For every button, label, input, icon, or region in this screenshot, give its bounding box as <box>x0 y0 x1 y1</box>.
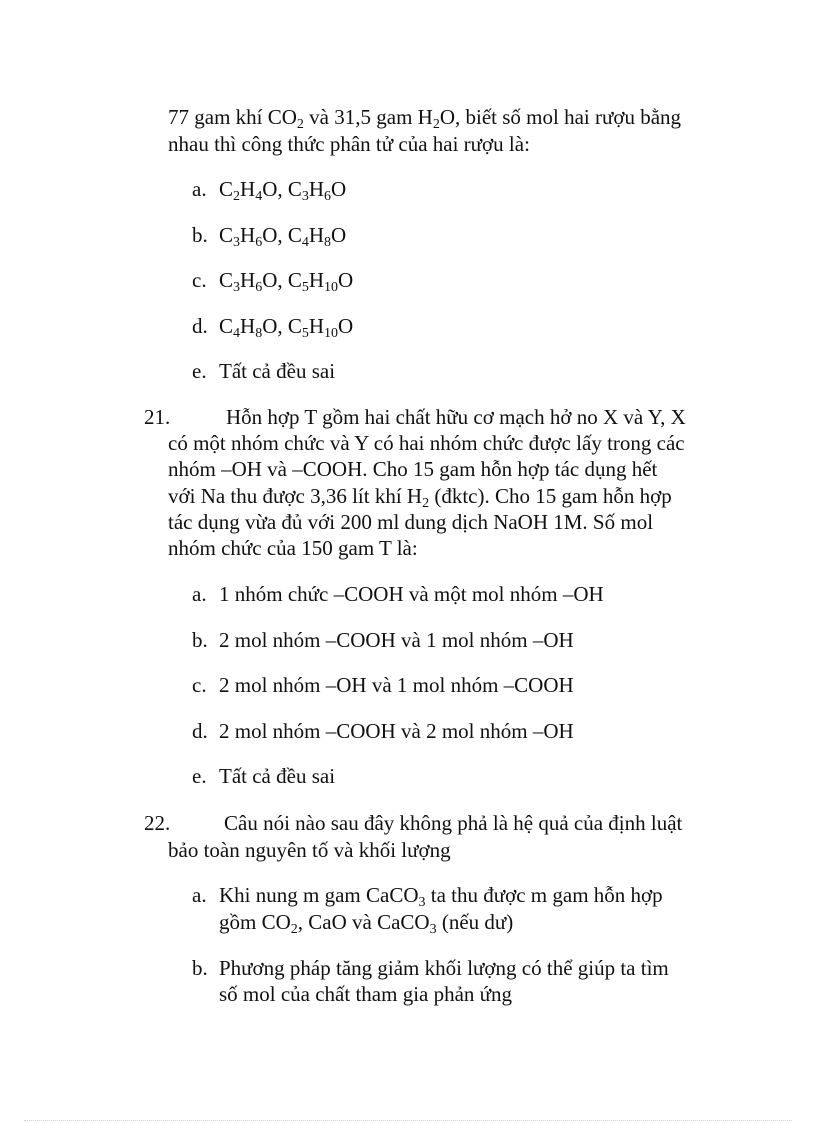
q21-option-a: a. 1 nhóm chức –COOH và một mol nhóm –OH <box>192 582 604 606</box>
q21-option-b: b. 2 mol nhóm –COOH và 1 mol nhóm –OH <box>192 628 574 652</box>
question-21-line-1: Hỗn hợp T gồm hai chất hữu cơ mạch hở no X và Y, X <box>226 405 686 429</box>
page-bottom-divider <box>24 1120 792 1121</box>
q21-option-c: c. 2 mol nhóm –OH và 1 mol nhóm –COOH <box>192 673 574 697</box>
question-21-number: 21. <box>144 405 171 429</box>
question-21-line-6: nhóm chức của 150 gam T là: <box>168 536 418 560</box>
question-21-line-5: tác dụng vừa đủ với 200 ml dung dịch NaOH 1M. Số mol <box>168 510 654 534</box>
question-21-line-2: có một nhóm chức và Y có hai nhóm chức được lấy trong các <box>168 431 685 455</box>
prev-option-b: b. $C_3H_6O$, $C_4H_8O$ <box>192 223 347 250</box>
question-22-line-1: Câu nói nào sau đây không phả là hệ quả của định luật <box>224 811 683 835</box>
q21-option-d: d. 2 mol nhóm –COOH và 2 mol nhóm –OH <box>192 719 574 743</box>
prev-option-e: e. Tất cả đều sai <box>192 359 336 383</box>
question-21-line-4: với Na thu được 3,36 lít khí $H_2$ (đktc). Cho 15 gam hỗn hợp <box>168 484 672 511</box>
prev-option-a: a. $C_2H_4O$, $C_3H_6O$ <box>192 177 347 204</box>
q22-option-b-line-2: số mol của chất tham gia phản ứng <box>219 982 513 1006</box>
q22-option-a: a. Khi nung m gam CaCO$_3$ ta thu được m gam hỗn hợp <box>192 883 663 910</box>
q21-option-e: e. Tất cả đều sai <box>192 764 336 788</box>
prev-question-line-1: 77 gam khí $CO_2$ và 31,5 gam $H_2O$, biết số mol hai rượu bằng <box>168 105 682 132</box>
question-22-line-2: bảo toàn nguyên tố và khối lượng <box>168 838 451 862</box>
question-22-number: 22. <box>144 811 171 835</box>
prev-option-c: c. $C_3H_6O$, $C_5H_{10}O$ <box>192 268 354 295</box>
prev-question-line-2: nhau thì công thức phân tử của hai rượu là: <box>168 132 530 156</box>
q22-option-b: b. Phương pháp tăng giảm khối lượng có thể giúp ta tìm <box>192 956 669 980</box>
prev-option-d: d. $C_4H_8O$, $C_5H_{10}O$ <box>192 314 354 341</box>
question-21-line-3: nhóm –OH và –COOH. Cho 15 gam hỗn hợp tác dụng hết <box>168 457 658 481</box>
q22-option-a-line-2: gồm $CO_2$, CaO và CaCO$_3$ (nếu dư) <box>219 910 514 937</box>
